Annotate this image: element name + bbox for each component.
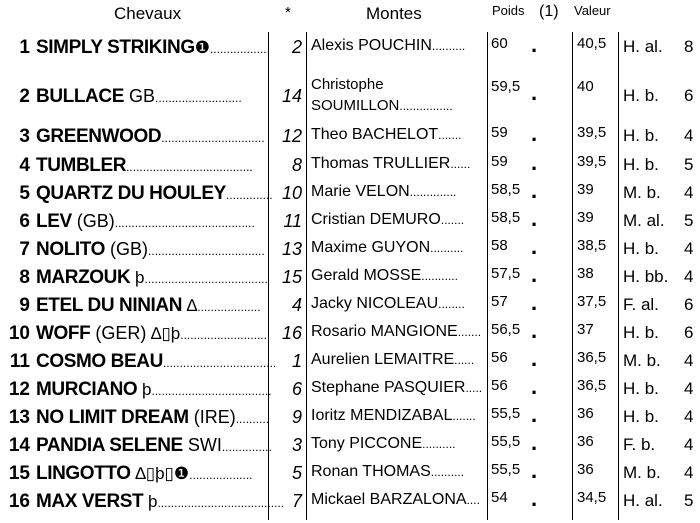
leader-dots: .................. [209, 42, 270, 56]
coat-sex: H. b. [623, 239, 659, 258]
coat-sex: F. al. [623, 295, 659, 314]
placeholder-dot: . [531, 32, 538, 57]
coat-sex: M. al. [623, 211, 665, 230]
horse-name: WOFF [36, 323, 91, 344]
coat-sex: F. b. [623, 435, 656, 454]
draw-number: 6 [291, 379, 302, 399]
leader-dots: ..... [465, 381, 483, 395]
placeholder-dot: . [531, 150, 538, 175]
jockey-name: Cristian DEMURO [311, 211, 441, 228]
jockey-cell [311, 155, 487, 173]
age-value: 4 [684, 435, 694, 454]
horse-name-cell [36, 407, 270, 429]
horse-name-cell [36, 491, 285, 513]
horse-origin: (GER) [90, 323, 147, 343]
draw-number: 10 [281, 183, 302, 203]
draw-number: 15 [281, 267, 302, 287]
horse-name: QUARTZ DU HOULEY [36, 183, 226, 204]
horse-name: PANDIA SELENE [36, 435, 183, 456]
rating-value: 37,5 [577, 293, 607, 310]
age-value: 5 [684, 491, 694, 510]
horse-name: COSMO BEAU [36, 351, 163, 372]
weight-value: 56,5 [491, 321, 521, 338]
header-value: Valeur [574, 3, 611, 18]
leader-dots: .......................................... [114, 216, 255, 230]
coat-sex: H. b. [623, 407, 659, 426]
jockey-cell [311, 126, 487, 144]
rating-value: 38,5 [577, 237, 607, 254]
leader-dots: ...... [454, 353, 475, 367]
jockey-cell [311, 463, 487, 481]
weight-value: 55,5 [491, 405, 521, 422]
weight-value: 57,5 [491, 265, 521, 282]
leader-dots: .... [466, 493, 480, 507]
leader-dots: .................................... [151, 384, 272, 398]
jockey-name: Stephane PASQUIER [311, 379, 466, 396]
runner-number: 3 [19, 126, 30, 147]
placeholder-dot: . [531, 234, 538, 259]
jockey-cell [311, 435, 487, 453]
draw-number: 9 [291, 407, 302, 427]
jockey-cell [311, 491, 487, 509]
leader-dots: ....... [457, 325, 482, 339]
age-value: 4 [684, 183, 694, 202]
age-value: 6 [684, 323, 694, 342]
jockey-cell [311, 379, 487, 397]
runner-number: 2 [19, 86, 30, 107]
leader-dots: ................ [399, 99, 453, 113]
leader-dots: ................... [197, 300, 261, 314]
horse-name-cell [36, 86, 264, 108]
age-value: 4 [684, 379, 694, 398]
leader-dots: ....... [438, 128, 462, 142]
placeholder-dot: . [531, 290, 538, 315]
horse-origin: (GB) [71, 211, 115, 231]
coat-sex: M. b. [623, 463, 661, 482]
runner-number: 12 [8, 379, 30, 400]
leader-dots: ........... [421, 269, 458, 283]
jockey-name: Gerald MOSSE [311, 267, 422, 284]
jockey-name: Tony PICCONE [311, 435, 423, 452]
weight-value: 57 [491, 293, 508, 310]
draw-number: 2 [291, 37, 302, 57]
placeholder-dot: . [531, 458, 538, 483]
column-divider [572, 32, 573, 520]
leader-dots: ...................................... [126, 160, 253, 174]
age-value: 4 [684, 239, 694, 258]
age-value: 4 [684, 351, 694, 370]
column-divider [618, 32, 619, 520]
draw-number: 11 [283, 211, 302, 231]
runner-number: 11 [9, 351, 30, 372]
horse-name: MURCIANO [36, 379, 138, 400]
jockey-cell [311, 295, 487, 313]
horse-origin: GB [123, 86, 155, 106]
leader-dots: .......... [430, 241, 464, 255]
runner-number: 15 [8, 463, 30, 484]
draw-number: 3 [291, 435, 302, 455]
placeholder-dot: . [531, 121, 538, 146]
age-value: 6 [684, 295, 694, 314]
coat-sex: H. bb. [623, 267, 669, 286]
horse-name: LINGOTTO [36, 463, 131, 484]
horse-name: MAX VERST [36, 491, 144, 512]
draw-number: 4 [291, 295, 302, 315]
draw-number: 1 [291, 351, 302, 371]
rating-value: 36,5 [577, 377, 607, 394]
runner-number: 4 [19, 155, 30, 176]
weight-value: 59,5 [491, 78, 521, 95]
jockey-name: Jacky NICOLEAU [311, 295, 439, 312]
runner-number: 13 [8, 407, 30, 428]
horse-name: SIMPLY STRIKING [36, 37, 195, 58]
horse-name-cell [36, 267, 268, 289]
weight-value: 60 [491, 35, 508, 52]
horse-name: GREENWOOD [36, 126, 162, 147]
jockey-name: Rosario MANGIONE [311, 323, 458, 340]
horse-name: LEV [36, 211, 72, 232]
leader-dots: .......................... [155, 91, 242, 105]
horse-origin: SWI [182, 435, 222, 455]
draw-number: 5 [291, 463, 302, 483]
jockey-name: Christophe [311, 76, 384, 93]
jockey-cell [311, 267, 487, 285]
equipment-symbols: ❶ [194, 38, 210, 57]
age-value: 5 [684, 155, 694, 174]
equipment-symbols: ∆▯þ▯❶ [130, 464, 190, 483]
weight-value: 56 [491, 349, 508, 366]
jockey-cell [311, 183, 487, 201]
horse-origin: (GB) [105, 239, 149, 259]
leader-dots: ..................................... [144, 272, 268, 286]
age-value: 4 [684, 407, 694, 426]
equipment-symbols: þ [137, 380, 152, 399]
placeholder-dot: . [531, 206, 538, 231]
leader-dots: ................................... [148, 244, 265, 258]
draw-number: 13 [281, 239, 302, 259]
weight-value: 59 [491, 153, 508, 170]
header-paren: (1) [539, 3, 559, 20]
horse-name-cell [36, 463, 264, 485]
placeholder-dot: . [531, 374, 538, 399]
age-value: 5 [684, 211, 694, 230]
horse-origin: (IRE) [188, 407, 236, 427]
horse-name-cell [36, 155, 264, 177]
jockey-name: Ioritz MENDIZABAL [311, 407, 453, 424]
horse-name: NOLITO [36, 239, 106, 260]
rating-value: 39,5 [577, 124, 607, 141]
leader-dots: ............... [221, 440, 272, 454]
leader-dots: ................... [189, 468, 253, 482]
runner-number: 5 [19, 183, 30, 204]
jockey-cell [311, 74, 487, 117]
coat-sex: H. b. [623, 155, 659, 174]
horse-name-cell [36, 211, 264, 233]
placeholder-dot: . [531, 430, 538, 455]
equipment-symbols: ∆▯þ [146, 324, 181, 343]
runner-number: 6 [19, 211, 30, 232]
coat-sex: H. b. [623, 126, 659, 145]
horse-name: TUMBLER [36, 155, 127, 176]
column-divider [306, 32, 307, 520]
rating-value: 34,5 [577, 489, 607, 506]
jockey-cell [311, 211, 487, 229]
horse-name: NO LIMIT DREAM [36, 407, 189, 428]
horse-name-cell [36, 37, 270, 59]
age-value: 8 [684, 37, 694, 56]
jockey-name: Maxime GUYON [311, 239, 431, 256]
weight-value: 55,5 [491, 433, 521, 450]
rating-value: 40 [577, 78, 594, 95]
age-value: 4 [684, 126, 694, 145]
horse-name-cell [36, 351, 277, 373]
horse-name-cell [36, 126, 264, 148]
leader-dots: .......... [235, 412, 270, 426]
jockey-cell [311, 407, 487, 425]
horse-name-cell [36, 183, 273, 205]
placeholder-dot: . [531, 80, 538, 105]
rating-value: 36,5 [577, 349, 607, 366]
draw-number: 16 [281, 323, 302, 343]
equipment-symbols: þ [130, 268, 145, 287]
coat-sex: H. al. [623, 491, 663, 510]
horse-name-cell [36, 379, 272, 401]
column-divider [487, 32, 488, 520]
draw-number: 14 [281, 86, 302, 106]
horse-name: BULLACE [36, 86, 124, 107]
leader-dots: .............. [409, 185, 457, 199]
rating-value: 36 [577, 433, 594, 450]
leader-dots: .......... [422, 437, 456, 451]
age-value: 6 [684, 86, 694, 105]
weight-value: 55,5 [491, 461, 521, 478]
leader-dots: .......... [431, 39, 466, 53]
equipment-symbols: ∆ [182, 296, 198, 315]
leader-dots: ........ [438, 297, 465, 311]
rating-value: 40,5 [577, 35, 607, 52]
header-jockeys: Montes [366, 4, 422, 23]
age-value: 4 [684, 267, 694, 286]
leader-dots: .................................. [162, 356, 277, 370]
coat-sex: H. al. [623, 37, 663, 56]
runner-number: 9 [19, 295, 30, 316]
draw-number: 12 [281, 126, 302, 146]
coat-sex: M. b. [623, 183, 661, 202]
rating-value: 36 [577, 461, 594, 478]
rating-value: 39,5 [577, 153, 607, 170]
runner-number: 10 [8, 323, 30, 344]
jockey-name: Thomas TRULLIER [311, 155, 451, 172]
weight-value: 56 [491, 377, 508, 394]
header-horses: Chevaux [114, 4, 182, 23]
jockey-name-line2: SOUMILLON [311, 97, 400, 114]
equipment-symbols: þ [143, 492, 158, 511]
rating-value: 39 [577, 209, 594, 226]
leader-dots: .......................... [180, 328, 267, 342]
jockey-cell [311, 351, 487, 369]
jockey-cell [311, 323, 487, 341]
runner-number: 16 [8, 491, 30, 512]
placeholder-dot: . [531, 178, 538, 203]
coat-sex: H. b. [623, 379, 659, 398]
horse-name-cell [36, 323, 267, 345]
jockey-cell [311, 37, 487, 55]
horse-name-cell [36, 239, 264, 261]
weight-value: 59 [491, 124, 508, 141]
placeholder-dot: . [531, 486, 538, 511]
draw-number: 7 [291, 491, 302, 511]
runner-number: 1 [19, 37, 30, 58]
jockey-name: Marie VELON [311, 183, 410, 200]
runner-number: 8 [19, 267, 30, 288]
rating-value: 39 [577, 181, 594, 198]
leader-dots: ............................... [161, 131, 265, 145]
horse-name-cell [36, 435, 272, 457]
jockey-name: Alexis POUCHIN [311, 37, 432, 54]
leader-dots: ....... [452, 409, 476, 423]
leader-dots: .......... [430, 465, 465, 479]
placeholder-dot: . [531, 318, 538, 343]
draw-number: 8 [291, 155, 302, 175]
placeholder-dot: . [531, 402, 538, 427]
placeholder-dot: . [531, 346, 538, 371]
leader-dots: .............. [225, 188, 273, 202]
rating-value: 38 [577, 265, 594, 282]
leader-dots: ....... [440, 213, 465, 227]
jockey-name: Ronan THOMAS [311, 463, 431, 480]
jockey-cell [311, 239, 487, 257]
runner-number: 14 [8, 435, 30, 456]
coat-sex: H. b. [623, 86, 659, 105]
leader-dots: ...................................... [157, 496, 285, 510]
age-value: 4 [684, 463, 694, 482]
jockey-name: Aurelien LEMAITRE [311, 351, 455, 368]
header-star: * [285, 4, 291, 21]
horse-name: ETEL DU NINIAN [36, 295, 183, 316]
jockey-name: Theo BACHELOT [311, 126, 439, 143]
leader-dots: ...... [450, 157, 471, 171]
horse-name-cell [36, 295, 264, 317]
placeholder-dot: . [531, 262, 538, 287]
weight-value: 58,5 [491, 181, 521, 198]
runner-number: 7 [19, 239, 30, 260]
weight-value: 54 [491, 489, 508, 506]
horse-name: MARZOUK [36, 267, 131, 288]
weight-value: 58,5 [491, 209, 521, 226]
header-weight: Poids [492, 3, 525, 18]
rating-value: 36 [577, 405, 594, 422]
weight-value: 58 [491, 237, 508, 254]
coat-sex: H. b. [623, 323, 659, 342]
coat-sex: M. b. [623, 351, 661, 370]
rating-value: 37 [577, 321, 594, 338]
jockey-name: Mickael BARZALONA [311, 491, 467, 508]
